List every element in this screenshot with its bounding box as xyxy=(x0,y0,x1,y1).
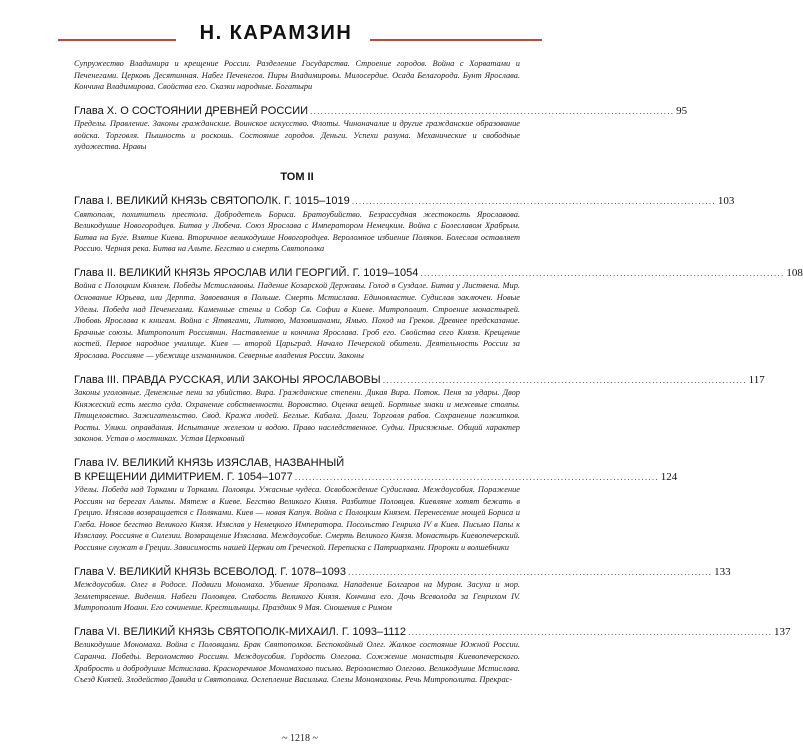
chapter-label: Глава X. xyxy=(74,104,118,117)
header-rule-right xyxy=(370,39,542,41)
table-of-contents xyxy=(74,58,803,686)
chapter-title-text: ВЕЛИКИЙ КНЯЗЬ СВЯТОПОЛК. Г. 1015–1019 xyxy=(115,195,350,208)
chapter-title xyxy=(74,566,346,580)
leader-dots: ........................................................................................................ xyxy=(407,626,773,637)
chapter-label: Глава IV. xyxy=(74,457,120,470)
chapter-title xyxy=(74,267,418,281)
chapter-heading[interactable] xyxy=(74,625,791,640)
chapter-title-text: ВЕЛИКИЙ КНЯЗЬ СВЯТОПОЛК-МИХАИЛ. Г. 1093–1112 xyxy=(123,625,406,638)
intro-abstract: Супружество Владимира и крещение России. Разделение Государства. Строение городов. Война с Хорватами и Печенегами. Церковь Десятинная. Набег Печенегов. Пиры Владимировы. Милосердие. Осада Белагорода. Бунт Ярослава. Кончина Владимирова. Свойства его. Сказки народные. Богатыри xyxy=(74,59,520,92)
chapter-title xyxy=(74,105,308,119)
leader-dots: ........................................................................................................ xyxy=(351,196,716,207)
chapter-title-text: О СОСТОЯНИИ ДРЕВНЕЙ РОССИИ xyxy=(120,104,309,117)
volume-heading: ТОМ II xyxy=(280,171,314,184)
chapter-title-text: ПРАВДА РУССКАЯ, ИЛИ ЗАКОНЫ ЯРОСЛАВОВЫ xyxy=(122,373,381,386)
leader-dots: ........................................................................................................ xyxy=(348,566,713,577)
chapter-page-number: 117 xyxy=(748,373,765,386)
chapter-abstract: Пределы. Правление. Законы гражданские. Воинское искусство. Флоты. Чиноначалие и другие гражданские образование войска. Торговля. Пышность и роскошь. Состояние городов. Деньги. Успехи разума. Механические и свободные художества. Нравы xyxy=(74,119,520,152)
leader-dots: ........................................................................................................ xyxy=(382,374,747,385)
leader-dots: ........................................................................................................ xyxy=(294,471,659,482)
chapter-abstract: Междоусобия. Олег в Родосе. Подвиги Мономаха. Убиение Ярополка. Нападение Болгаров на Муром. Засуха и мор. Землетрясение. Видения. Набеги Половцев. Слабость Великого Князя. Кончина его. Дочь Всеволода за Генрихом IV. Митрополит Иоанн. Его сочинение. Крестильницы. Праздник 9 Мая. Сношения с Римом xyxy=(74,580,520,613)
chapter-page-number: 124 xyxy=(660,470,678,483)
chapter-page-number: 108 xyxy=(786,266,803,279)
chapter-page-number: 95 xyxy=(676,104,688,117)
chapter-abstract: Война с Полоцким Князем. Победы Мстиславовы. Падение Козарской Державы. Голод в Суздале. Битва у Листвена. Мир. Основание Юрьева, или Дерпта. Завоевания в Польше. Смерть Мстислава. Единовластие. Судислав заключен. Новые Уделы. Победа над Печенегами. Каменные стены и Собор Св. Софии в Киеве. Митрополит. Строение монастырей. Любовь Ярослава к книгам. Война с Ятвягами, Литвою, Мазовшанами, Ямью. Поход на Греков. Древнее предсказание. Брачные союзы. Митрополит Россиянин. Наставление и кончина Ярослава. Гроб его. Свойства сего Князя. Крещение костей. Первое народное училище. Киев — второй Царьград. Начало Печерской обители. Деятельность России за Ярослава. Россияне — убежище изгнанников. Северные владения России. Законы xyxy=(74,281,520,360)
chapter-heading[interactable] xyxy=(74,266,803,281)
chapter-abstract: Уделы. Победа над Торками и Торками. Половцы. Ужасные чудеса. Освобождение Судислава. Междоусобия. Поражение Россиян на берегах Альты. Мятеж в Киеве. Бегство Великого Князя. Разбитие Половцев. Киевляне хотят бежать в Грецию. Изяслав возвращается с Поляками. Киев — новая Капуя. Война с Полоцким Князем. Перенесение мощей Бориса и Глеба. Новое бегство Великого Князя. Изяслав у Немецкого Императора. Посольство Генриха IV в Киев. Письмо Папы к Изяславу. Россияне в Силезии. Возвращение Изяслава. Междоусобие. Смерть Великого Князя. Монастырь Киевопечерский. Россияне служат в Греции. Зависимость нашей Церкви от Греческой. Переписка с Патриархами. Пророки и волшебники xyxy=(74,485,520,553)
chapter-1 xyxy=(74,195,735,255)
chapter-title-text: ВЕЛИКИЙ КНЯЗЬ ЯРОСЛАВ ИЛИ ГЕОРГИЙ. Г. 1019–1054 xyxy=(119,266,419,279)
chapter-5 xyxy=(74,565,731,614)
chapter-6 xyxy=(74,625,791,686)
chapter-x xyxy=(74,104,688,153)
chapter-title-text: ВЕЛИКИЙ КНЯЗЬ ВСЕВОЛОД. Г. 1078–1093 xyxy=(119,565,347,578)
chapter-heading[interactable] xyxy=(74,195,735,209)
chapter-label: Глава I. xyxy=(74,195,113,208)
chapter-title xyxy=(74,626,406,640)
chapter-label: Глава VI. xyxy=(74,625,121,638)
leader-dots: ........................................................................................................ xyxy=(310,105,675,116)
chapter-heading[interactable] xyxy=(74,104,688,119)
chapter-heading-second-line[interactable] xyxy=(74,470,678,485)
chapter-label: Глава V. xyxy=(74,565,117,578)
chapter-page-number: 133 xyxy=(714,565,731,578)
chapter-title-continuation: В КРЕЩЕНИИ ДИМИТРИЕМ. Г. 1054–1077 xyxy=(74,470,293,483)
page-number-footer: ~ 1218 ~ xyxy=(282,733,318,744)
chapter-heading-first-line[interactable] xyxy=(74,457,520,471)
chapter-heading[interactable] xyxy=(74,565,731,580)
chapter-3 xyxy=(74,373,765,445)
chapter-abstract: Законы уголовные. Денежные пени за убийство. Вира. Гражданские степени. Дикая Вира. Поток. Пеня за удары. Двор Княжеский есть место суда. Охранение собственности. Воровство. Оценка вещей. Бортные знаки и межевые столпы. Птицеловство. Зажигательство. Свод. Кража людей. Беглые. Кабала. Долги. Торговля рабов. Сохранение пожитков. Росты. Улики. оправдания. Испытание железом и водою. Право наследственное. Судьи. Присяжные. Общий характер законов. Устав о мостниках. Устав Церковный xyxy=(74,388,520,444)
chapter-label: Глава III. xyxy=(74,373,119,386)
chapter-abstract: Великодушие Мономаха. Война с Половцами. Брак Святополков. Беспокойный Олег. Жалкое состояние Южной России. Саранча. Победы. Вероломство Россиян. Междоусобия. Гордость Олегова. Сожжение монастыря Киевопечерского. Храбрость и добродушие Мстислава. Красноречивое Мономахово письмо. Вероломство Олегово. Великодушие Мстислава. Съезд Князей. Злодейство Давида и Святополка. Ослепление Василька. Слезы Мономаховы. Речь Митрополита. Прекрас- xyxy=(74,640,520,685)
chapter-title xyxy=(74,374,381,388)
chapter-abstract: Святополк, похититель престола. Добродетель Бориса. Братоубийство. Безрассудная жестокость Ярославова. Великодушие Новогородцев. Битва у Любеча. Союз Ярослава с Императором Немецким. Война с Болеславом Храбрым. Битва на Буге. Взятие Киева. Вторичное великодушие Новогородцев. Вероломное избиение Поляков. Болеслав оставляет Россию. Черная река. Битва на Альте. Бегство и смерть Святополка xyxy=(74,209,520,254)
chapter-label: Глава II. xyxy=(74,266,116,279)
chapter-title xyxy=(74,457,344,469)
chapter-2 xyxy=(74,266,803,362)
chapter-heading[interactable] xyxy=(74,373,765,388)
chapter-4 xyxy=(74,457,678,554)
page-header-title: Н. КАРАМЗИН xyxy=(199,22,353,44)
chapter-title xyxy=(74,195,350,209)
chapter-page-number: 103 xyxy=(717,195,735,208)
chapter-title-text: ВЕЛИКИЙ КНЯЗЬ ИЗЯСЛАВ, НАЗВАННЫЙ xyxy=(122,457,345,470)
header-rule-left xyxy=(58,39,176,41)
leader-dots: ........................................................................................................ xyxy=(420,267,785,278)
chapter-page-number: 137 xyxy=(774,625,791,638)
